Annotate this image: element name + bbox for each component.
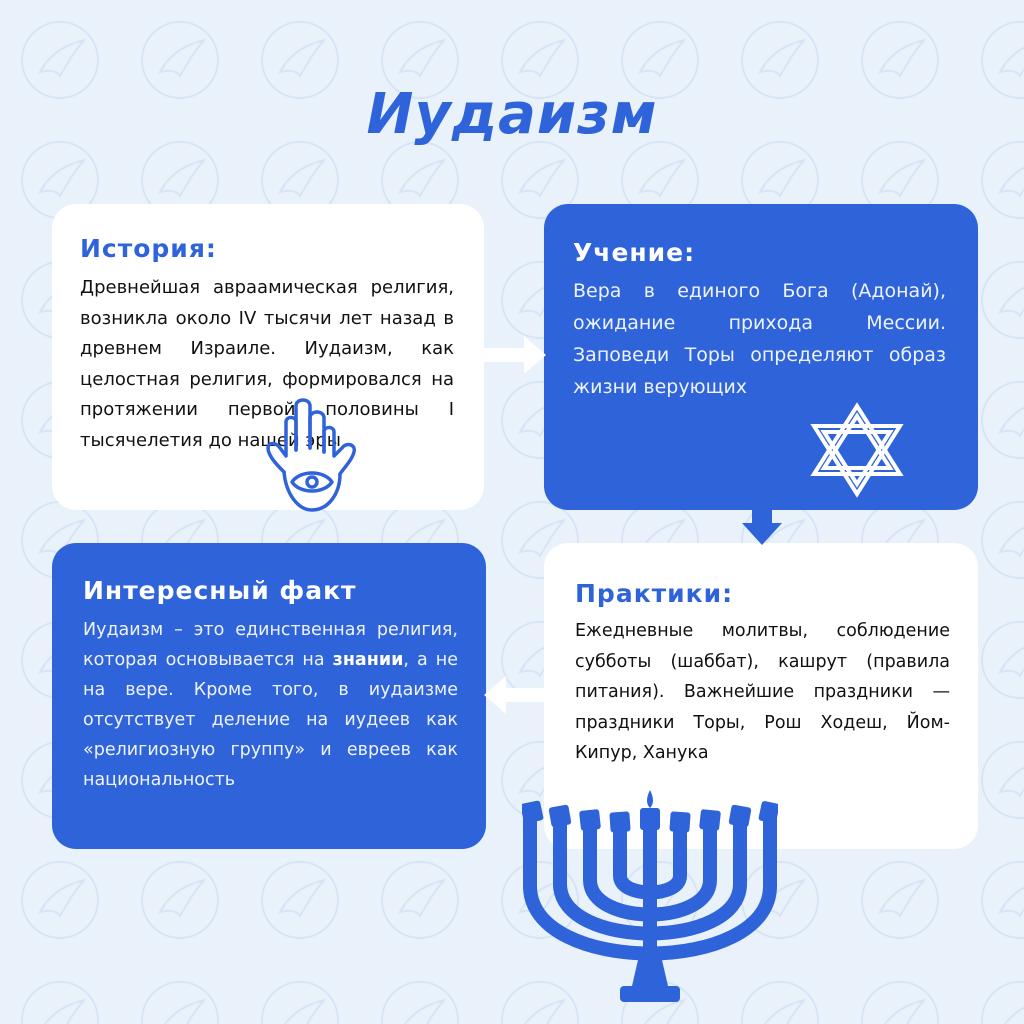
fact-text: [83, 615, 458, 795]
practices-heading: Практики:: [575, 579, 734, 608]
fact-text-start: Иудаизм – это единственная религия, которая основывается на: [83, 620, 458, 670]
menorah-icon: [522, 780, 778, 1010]
history-heading: История:: [80, 234, 217, 263]
practices-text: Ежедневные молитвы, соблюдение субботы (шаббат), кашрут (правила питания). Важнейшие праздники — праздники Торы, Рош Ходеш, Йом-Кипур, Ханука: [575, 621, 950, 763]
fact-heading: Интересный факт: [83, 576, 357, 605]
page-title: Иудаизм: [366, 82, 658, 147]
arrow-down-icon: [740, 505, 784, 549]
fact-text-bold: знании: [332, 650, 404, 670]
star-of-david-icon: [804, 400, 910, 500]
arrow-left-icon: [478, 670, 550, 720]
teaching-card: [544, 204, 978, 510]
teaching-text: Вера в единого Бога (Адонай), ожидание прихода Мессии. Заповеди Торы определяют образ жизни верующих: [573, 280, 946, 398]
hamsa-icon: [258, 392, 368, 520]
arrow-right-icon: [480, 330, 550, 380]
teaching-heading: Учение:: [573, 238, 696, 267]
history-text: Древнейшая авраамическая религия, возникла около IV тысячи лет назад в древнем Израиле. Иудаизм, как целостная религия, формировался на протяжении первой половины I тысячелетия до нашей эры: [80, 277, 454, 451]
fact-text-end: , а не на вере. Кроме того, в иудаизме отсутствует деление на иудеев как «религиозную группу» и евреев как национальность: [83, 650, 458, 790]
fact-card: [52, 543, 486, 849]
